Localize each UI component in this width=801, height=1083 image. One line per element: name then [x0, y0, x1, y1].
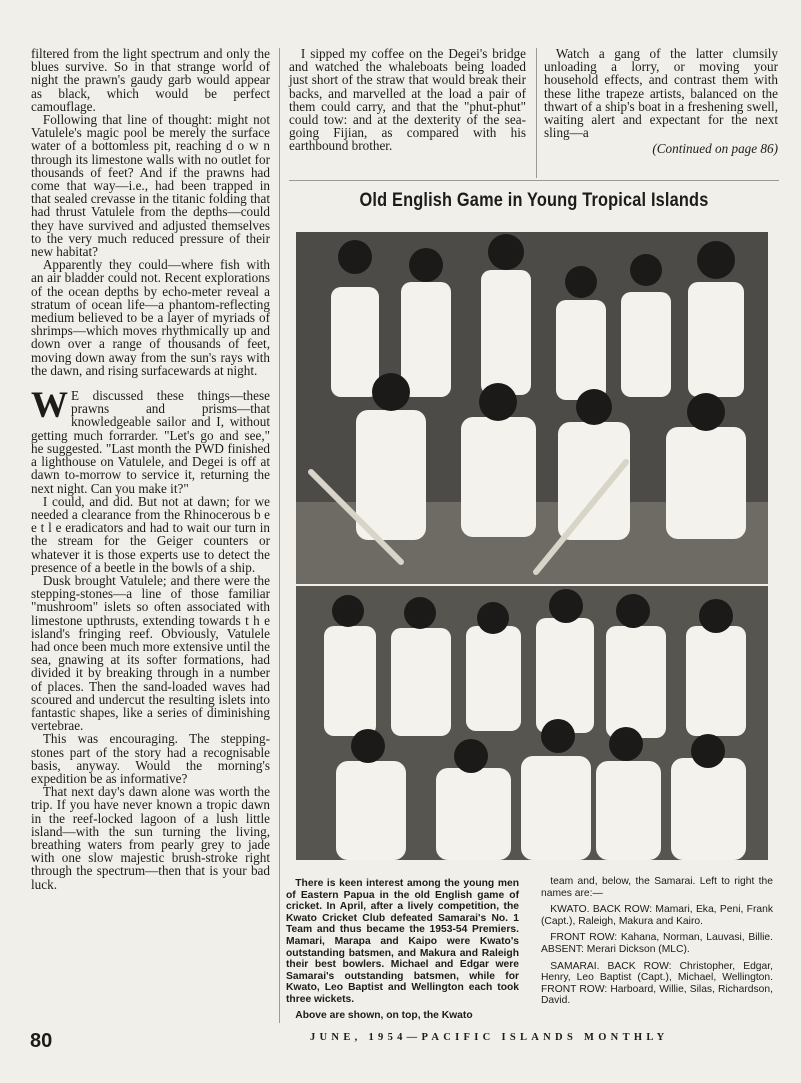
team-photo-illustration	[296, 232, 768, 584]
paragraph-with-dropcap	[31, 385, 270, 496]
paragraph: That next day's dawn alone was worth the trip. If you have never known a tropic dawn in the reef-locked lagoon of a lush little island—with the sun turning the living, breathing waters from pearly grey to jade with one slow majestic brush-stroke right through the spectrum—then that is your bad luck.	[31, 784, 270, 892]
column-divider	[279, 48, 280, 1023]
paragraph: I could, and did. But not at dawn; for we needed a clearance from the Rhinocerous b e e t l e eradicators and had to wait our turn in the stream for the Geiger counters or whatever it is those experts use to detect the presence of a beetle in the bowls of a ship.	[31, 493, 270, 575]
column-divider	[536, 48, 537, 178]
article-column-left	[31, 47, 270, 891]
caption-paragraph: Above are shown, on top, the Kwato	[295, 1009, 473, 1021]
paragraph-text: E discussed these things—these prawns and prisms—that knowledgeable sailor and I, without getting much forrarder. "Let's go and see," he suggested. "Last month the PWD finished a lighthouse on Vatulele, and Degei is off at dawn to-morrow to service it, returning the next night. Can you make it?"	[31, 388, 270, 496]
photo-samarai-team	[296, 586, 768, 860]
running-footer: JUNE, 1954—PACIFIC ISLANDS MONTHLY	[310, 1032, 669, 1043]
photo-caption-right	[541, 876, 773, 1012]
paragraph: Dusk brought Vatulele; and there were the stepping-stones—a line of those familiar "mushroom" islets so often associated with limestone upthrusts, extending towards t h e island's fringing reef. Obviously, Vatulele had once been much more extensive until the sea, gnawing at its softer formations, had divided it by breaking through in a number of places. Then the sand-loaded waves had scoured and undercut the resulting islets into fantastic shapes, like a series of diminishing vertebrae.	[31, 572, 270, 734]
paragraph: Watch a gang of the latter clumsily unloading a lorry, or moving your household effects, and contrast them with these lithe trapeze artists, balanced on the thwart of a ship's boat in a freshening swell, waiting alert and expectant for the next sling—a	[544, 46, 778, 141]
photo-kwato-team	[296, 232, 768, 584]
paragraph: Apparently they could—where fish with an air bladder could not. Recent explorations of the ocean depths by echo-meter reveal a stratum of ocean life—a phantom-reflecting medium believed to be a layer of myriads of shrimps—which moves rhythmically up and down over a range of thousands of feet, moving down away from the sun's rays with the dawn, and rising surfacewards at night.	[31, 257, 270, 378]
article-column-middle	[289, 47, 526, 153]
page-number: 80	[30, 1030, 53, 1052]
continued-note: (Continued on page 86)	[652, 141, 778, 157]
paragraph: filtered from the light spectrum and only the blues survive. So in that strange world of night the prawn's gaudy garb would appear as black, which would be perfect camouflage.	[31, 46, 270, 114]
caption-paragraph: There is keen interest among the young men of Eastern Papua in the old English game of cricket. In April, after a lively competition, the Kwato Cricket Club defeated Samarai's No. 1 Team and thus became the 1953-54 Premiers. Mamari, Marapa and Kaipo were Kwato's outstanding batsmen, and Makura and Raleigh their best bowlers. Michael and Edgar were Samarai's outstanding batsmen, while for Kwato, Leo Baptist and Wellington each took three wickets.	[286, 878, 519, 1005]
drop-cap: W	[31, 385, 68, 427]
caption-paragraph: FRONT ROW: Kahana, Norman, Lauvasi, Billie. ABSENT: Merari Dickson (MLC).	[541, 932, 773, 955]
team-photo-illustration	[296, 586, 768, 860]
caption-paragraph: SAMARAI. BACK ROW: Christopher, Edgar, Henry, Leo Baptist (Capt.), Michael, Wellington. FRONT ROW: Harboard, Willie, Silas, Richardson, David.	[541, 960, 773, 1007]
paragraph: I sipped my coffee on the Degei's bridge and watched the whaleboats being loaded just short of the straw that would break their backs, and marvelled at the load a pair of them could carry, and that the "phut-phut" could tow: and at the dexterity of the sea-going Fijian, as compared with his earthbound brother.	[289, 46, 526, 154]
photo-caption-left	[286, 878, 519, 1025]
paragraph: Following that line of thought: might not Vatulele's magic pool be merely the surface water of a bottomless pit, reaching d o w n through its limestone walls with no outlet for thousands of feet? And if the prawns had come that way—i.e., had been trapped in that sealed crevasse in the titanic folding that had thrust Vatulele from the depths—could they have survived and adjusted themselves to the very much reduced pressure of their new habitat?	[31, 112, 270, 260]
horizontal-rule	[289, 180, 779, 181]
feature-headline: Old English Game in Young Tropical Islands	[359, 190, 709, 211]
paragraph: This was encouraging. The stepping-stones part of the story had a recognisable basis, anyway. Would the morning's expedition be as informative?	[31, 731, 270, 786]
caption-paragraph: KWATO. BACK ROW: Mamari, Eka, Peni, Frank (Capt.), Raleigh, Makura and Kairo.	[541, 904, 773, 927]
caption-paragraph: team and, below, the Samarai. Left to right the names are:—	[541, 876, 773, 899]
article-column-right	[544, 47, 778, 156]
